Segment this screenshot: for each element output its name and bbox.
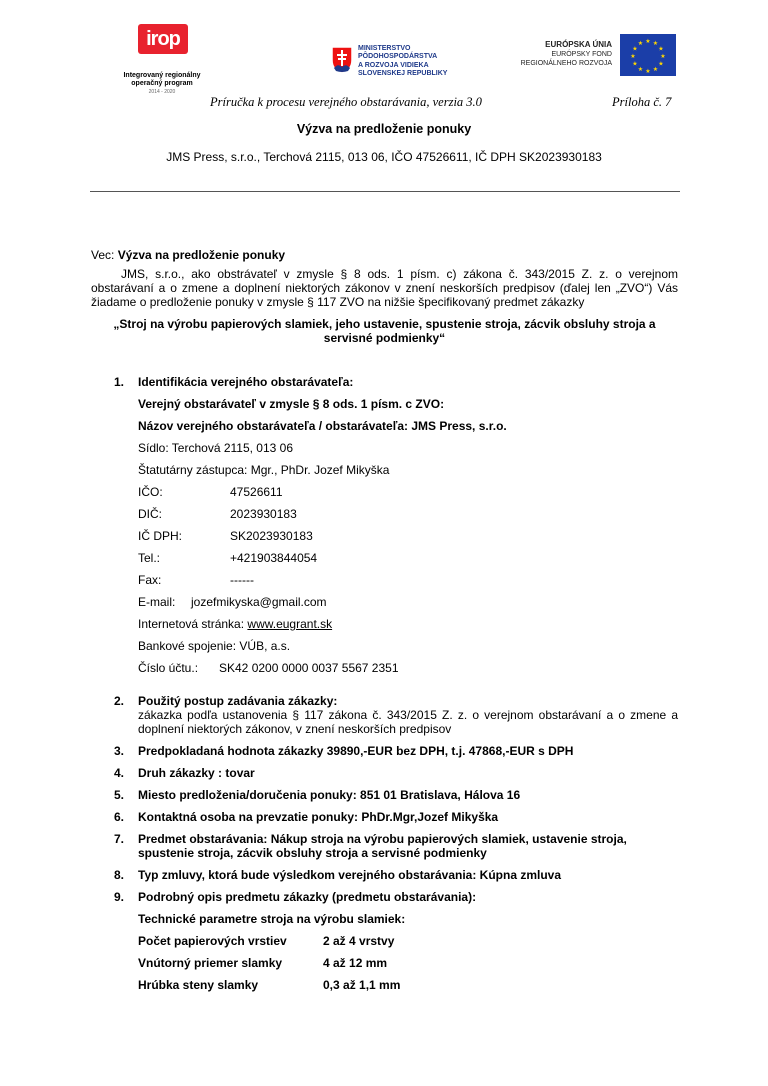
- section-number: 6.: [114, 810, 125, 824]
- tech-value: 2 až 4 vrstvy: [323, 934, 395, 948]
- slovak-crest-icon: [331, 46, 353, 74]
- irop-name: Integrovaný regionálny operačný program: [123, 72, 201, 87]
- website-link[interactable]: www.eugrant.sk: [247, 617, 333, 631]
- section-number: 7.: [114, 832, 125, 846]
- page-title: Výzva na predloženie ponuky: [296, 122, 472, 136]
- subject-text: Výzva na predloženie ponuky: [117, 248, 286, 262]
- annex-label: Príloha č. 7: [612, 95, 672, 109]
- contract-subject: „Stroj na výrobu papierových slamiek, jeho ustavenie, spustenie stroja, zácvik obsluhy stroja a servisné podmienky“: [113, 317, 656, 345]
- svg-text:★: ★: [660, 53, 666, 60]
- section-number: 3.: [114, 744, 125, 758]
- svg-text:★: ★: [645, 68, 651, 75]
- vat-value: SK2023930183: [230, 529, 313, 543]
- irop-logo: irop: [138, 24, 188, 54]
- intro-paragraph: JMS, s.r.o., ako obstrávateľ v zmysle § 8 ods. 1 písm. c) zákona č. 343/2015 Z. z. o verejnom obstarávaní a o zmene a doplnení niektorých zákonov v znení neskorších predpisov (ďalej len „ZVO“) Vás žiadame o predloženie ponuky v zmysle § 117 ZVO na nižšie špecifikovaný predmet zákazky: [91, 267, 678, 309]
- section-title: Použitý postup zadávania zákazky:: [138, 694, 338, 708]
- divider: [90, 191, 680, 192]
- email-value[interactable]: jozefmikyska@gmail.com: [191, 595, 327, 609]
- phone-label: Tel.:: [138, 551, 161, 565]
- subject-line: [91, 248, 285, 262]
- svg-text:★: ★: [632, 60, 638, 68]
- section-text: Druh zákazky : tovar: [138, 766, 255, 780]
- irop-years: 2014 - 2020: [148, 89, 176, 95]
- section-number: 4.: [114, 766, 125, 780]
- ministry-logo-text: MINISTERSTVO PÔDOHOSPODÁRSTVA A ROZVOJA VIDIEKA SLOVENSKEJ REPUBLIKY: [358, 45, 448, 77]
- tech-value: 0,3 až 1,1 mm: [323, 978, 401, 992]
- email-label: E-mail:: [138, 595, 176, 609]
- dic-label: DIČ:: [138, 507, 162, 521]
- section-number: 9.: [114, 890, 125, 904]
- eu-flag-icon: [620, 34, 676, 76]
- section-text: Miesto predloženia/doručenia ponuky: 851 01 Bratislava, Hálova 16: [138, 788, 521, 802]
- section-number: 5.: [114, 788, 125, 802]
- eu-logo-text: EURÓPSKA ÚNIA EURÓPSKY FOND REGIONÁLNEHO ROZVOJA: [520, 40, 612, 67]
- svg-text:★: ★: [658, 45, 664, 53]
- section-number: 1.: [114, 375, 125, 389]
- tech-label: Počet papierových vrstiev: [138, 934, 287, 948]
- section-text: Podrobný opis predmetu zákazky (predmetu obstarávania):: [138, 890, 477, 904]
- company-line: JMS Press, s.r.o., Terchová 2115, 013 06, IČO 47526611, IČ DPH SK2023930183: [166, 150, 602, 164]
- svg-text:★: ★: [652, 66, 659, 73]
- authority-type: Verejný obstarávateľ v zmysle § 8 ods. 1 písm. c ZVO:: [138, 397, 445, 411]
- subject-label: Vec:: [91, 248, 118, 262]
- section-text: zákazka podľa ustanovenia § 117 zákona č. 343/2015 Z. z. o verejnom obstarávaní a o zmene a doplnení niektorých zákonov, v znení neskorších predpisov: [138, 708, 678, 736]
- section-number: 2.: [114, 694, 125, 708]
- svg-text:★: ★: [658, 60, 664, 68]
- section-title: Identifikácia verejného obstarávateľa:: [138, 375, 354, 389]
- svg-text:★: ★: [645, 38, 651, 45]
- tech-title: Technické parametre stroja na výrobu slamiek:: [138, 912, 406, 926]
- document-subtitle: Príručka k procesu verejného obstarávania, verzia 3.0: [210, 95, 482, 109]
- vat-label: IČ DPH:: [138, 529, 183, 543]
- ico-label: IČO:: [138, 485, 163, 499]
- section-text: Kontaktná osoba na prevzatie ponuky: PhDr.Mgr,Jozef Mikyška: [138, 810, 499, 824]
- authority-name: Názov verejného obstarávateľa / obstarávateľa: JMS Press, s.r.o.: [138, 419, 507, 433]
- section-text: Predmet obstarávania: Nákup stroja na výrobu papierových slamiek, ustavenie stroja, spustenie stroja, zácvik obsluhy stroja a servisné podmienky: [138, 832, 627, 860]
- svg-text:★: ★: [632, 45, 638, 53]
- ico-value: 47526611: [230, 485, 283, 499]
- section-number: 8.: [114, 868, 125, 882]
- account-label: Číslo účtu.:: [138, 661, 199, 675]
- website-label: Internetová stránka:: [138, 617, 248, 631]
- website-line: [138, 617, 332, 631]
- svg-text:★: ★: [637, 40, 644, 47]
- statutory-representative: Štatutárny zástupca: Mgr., PhDr. Jozef Mikyška: [138, 463, 390, 477]
- section-text: Typ zmluvy, ktorá bude výsledkom verejného obstarávania: Kúpna zmluva: [138, 868, 562, 882]
- section-text: Predpokladaná hodnota zákazky 39890,-EUR bez DPH, t.j. 47868,-EUR s DPH: [138, 744, 574, 758]
- bank-line: Bankové spojenie: VÚB, a.s.: [138, 639, 291, 653]
- tech-value: 4 až 12 mm: [323, 956, 388, 970]
- svg-text:★: ★: [652, 40, 659, 47]
- account-value: SK42 0200 0000 0037 5567 2351: [219, 661, 399, 675]
- svg-text:★: ★: [630, 53, 636, 60]
- fax-value: ------: [230, 573, 254, 587]
- dic-value: 2023930183: [230, 507, 297, 521]
- phone-value: +421903844054: [230, 551, 318, 565]
- tech-label: Vnútorný priemer slamky: [138, 956, 283, 970]
- address: Sídlo: Terchová 2115, 013 06: [138, 441, 294, 455]
- tech-label: Hrúbka steny slamky: [138, 978, 259, 992]
- fax-label: Fax:: [138, 573, 162, 587]
- svg-text:★: ★: [637, 66, 644, 73]
